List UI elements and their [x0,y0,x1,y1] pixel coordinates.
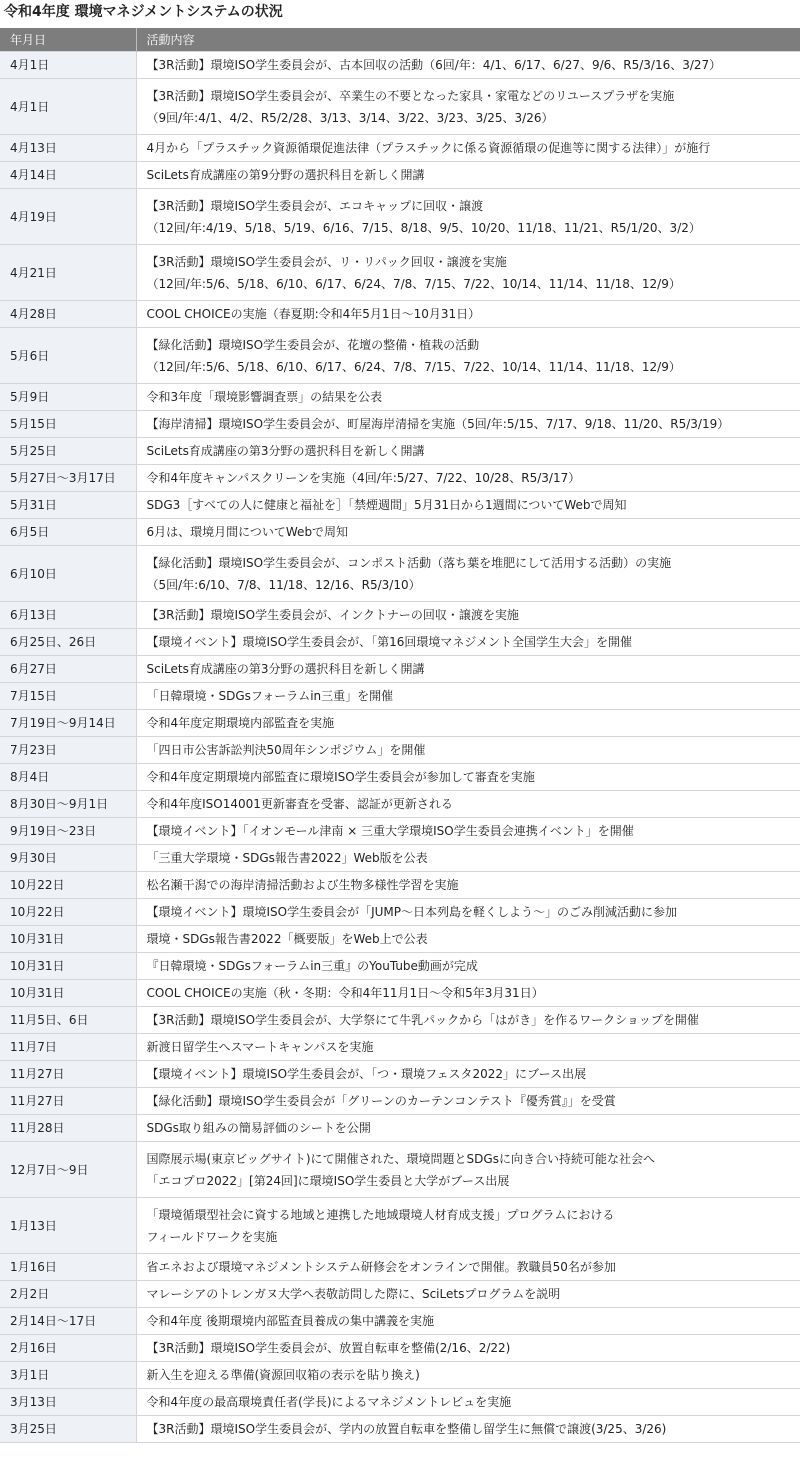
table-row [0,79,800,135]
activity-cell [136,546,800,602]
activity-cell [136,953,800,980]
activity-cell [136,845,800,872]
table-row [0,438,800,465]
table-row [0,1034,800,1061]
date-cell: 3月13日 [0,1389,136,1416]
activity-line: 令和4年度定期環境内部監査に環境ISO学生委員会が参加して審査を実施 [146,770,535,784]
activity-line: 【3R活動】環境ISO学生委員会が、卒業生の不要となった家具・家電などのリユースプラザを実施 [146,88,675,103]
table-row [0,710,800,737]
activity-cell [136,52,800,79]
table-row [0,1362,800,1389]
activity-line: SDG3［すべての人に健康と福祉を］「禁煙週間」5月31日から1週間についてWebで周知 [146,498,627,512]
table-row [0,737,800,764]
activity-line: SciLets育成講座の第9分野の選択科目を新しく開講 [146,168,425,182]
activity-cell [136,710,800,737]
table-row [0,926,800,953]
date-cell: 5月31日 [0,492,136,519]
date-cell: 8月30日〜9月1日 [0,791,136,818]
activity-line: 【3R活動】環境ISO学生委員会が、古本回収の活動（6回/年：4/1、6/17、6/27、9/6、R5/3/16、3/27） [146,58,722,72]
date-cell: 12月7日〜9日 [0,1142,136,1198]
table-row [0,1198,800,1254]
table-row [0,629,800,656]
activity-cell [136,328,800,384]
activity-line: 【環境イベント】「イオンモール津南 × 三重大学環境ISO学生委員会連携イベント」を開催 [146,824,634,838]
activity-cell [136,1281,800,1308]
table-row [0,899,800,926]
table-row [0,683,800,710]
activity-cell [136,1335,800,1362]
activity-line: COOL CHOICEの実施（春夏期:令和4年5月1日〜10月31日） [146,307,481,321]
table-header-row [0,28,800,52]
date-cell: 6月27日 [0,656,136,683]
table-row [0,162,800,189]
date-cell: 11月27日 [0,1088,136,1115]
activity-cell [136,899,800,926]
activity-line: （5回/年:6/10、7/8、11/18、12/16、R5/3/10） [146,577,421,592]
date-cell: 7月15日 [0,683,136,710]
table-row [0,656,800,683]
activity-line: 【海岸清掃】環境ISO学生委員会が、町屋海岸清掃を実施（5回/年:5/15、7/17、9/18、11/20、R5/3/19） [146,417,730,431]
table-row [0,411,800,438]
table-row [0,301,800,328]
table-row [0,245,800,301]
activity-line: 【3R活動】環境ISO学生委員会が、リ・リパック回収・譲渡を実施 [146,254,507,269]
table-row [0,1389,800,1416]
table-row [0,1088,800,1115]
activity-cell [136,1308,800,1335]
activity-cell [136,683,800,710]
date-cell: 2月14日〜17日 [0,1308,136,1335]
date-cell: 10月31日 [0,980,136,1007]
date-cell: 6月13日 [0,602,136,629]
header-date: 年月日 [0,28,136,52]
date-cell: 4月19日 [0,189,136,245]
activity-cell [136,764,800,791]
date-cell: 9月30日 [0,845,136,872]
activity-cell [136,189,800,245]
activity-cell [136,1142,800,1198]
activity-line: 【緑化活動】環境ISO学生委員会が、コンポスト活動（落ち葉を堆肥にして活用する活動）の実施 [146,555,672,570]
date-cell: 2月2日 [0,1281,136,1308]
table-row [0,1335,800,1362]
activity-cell [136,980,800,1007]
activity-line: 令和4年度キャンパスクリーンを実施（4回/年:5/27、7/22、10/28、R5/3/17） [146,471,581,485]
activity-line: 【3R活動】環境ISO学生委員会が、放置自転車を整備(2/16、2/22) [146,1341,511,1355]
activity-cell [136,301,800,328]
activity-line: フィールドワークを実施 [146,1229,278,1244]
activity-line: 『日韓環境・SDGsフォーラムin三重』のYouTube動画が完成 [146,959,478,973]
activity-cell [136,1061,800,1088]
activity-cell [136,629,800,656]
activity-cell [136,79,800,135]
activity-line: 「日韓環境・SDGsフォーラムin三重」を開催 [146,689,394,703]
table-row [0,492,800,519]
activity-line: 6月は、環境月間についてWebで周知 [146,525,349,539]
activity-line: 令和4年度 後期環境内部監査員養成の集中講義を実施 [146,1314,434,1328]
activity-line: 「三重大学環境・SDGs報告書2022」Web版を公表 [146,851,428,865]
activity-line: 【3R活動】環境ISO学生委員会が、学内の放置自転車を整備し留学生に無償で譲渡(3/25、3/26) [146,1422,667,1436]
activity-line: 【3R活動】環境ISO学生委員会が、エコキャップに回収・譲渡 [146,198,484,213]
activity-cell [136,602,800,629]
table-row [0,1281,800,1308]
activity-cell [136,1389,800,1416]
activity-cell [136,818,800,845]
activity-cell [136,656,800,683]
date-cell: 4月1日 [0,79,136,135]
activity-line: 【3R活動】環境ISO学生委員会が、インクトナーの回収・譲渡を実施 [146,608,519,622]
date-cell: 5月27日〜3月17日 [0,465,136,492]
date-cell: 10月31日 [0,953,136,980]
date-cell: 10月22日 [0,899,136,926]
table-row [0,519,800,546]
activity-cell [136,926,800,953]
table-row [0,1416,800,1443]
date-cell: 10月22日 [0,872,136,899]
table-row [0,1115,800,1142]
activity-line: 新入生を迎える準備(資源回収箱の表示を貼り換え) [146,1368,420,1382]
activity-line: 【3R活動】環境ISO学生委員会が、大学祭にて牛乳パックから「はがき」を作るワークショップを開催 [146,1013,699,1027]
date-cell: 3月1日 [0,1362,136,1389]
activity-line: 新渡日留学生へスマートキャンパスを実施 [146,1040,374,1054]
date-cell: 5月15日 [0,411,136,438]
date-cell: 8月4日 [0,764,136,791]
date-cell: 6月10日 [0,546,136,602]
activity-line: マレーシアのトレンガヌ大学へ表敬訪問した際に、SciLetsプログラムを説明 [146,1287,561,1301]
table-row [0,1254,800,1281]
date-cell: 3月25日 [0,1416,136,1443]
table-row [0,1308,800,1335]
activity-cell [136,245,800,301]
date-cell: 1月13日 [0,1198,136,1254]
date-cell: 4月14日 [0,162,136,189]
activity-cell [136,737,800,764]
activity-line: 国際展示場(東京ビッグサイト)にて開催された、環境問題とSDGsに向き合い持続可能な社会へ [146,1151,655,1166]
table-row [0,328,800,384]
activity-line: 令和3年度「環境影響調査票」の結果を公表 [146,390,383,404]
table-row [0,1007,800,1034]
table-row [0,189,800,245]
date-cell: 1月16日 [0,1254,136,1281]
activity-line: 「環境循環型社会に資する地域と連携した地域環境人材育成支援」プログラムにおける [146,1207,615,1222]
table-row [0,52,800,79]
activity-cell [136,1115,800,1142]
date-cell: 5月6日 [0,328,136,384]
activity-cell [136,1007,800,1034]
activity-line: 省エネおよび環境マネジメントシステム研修会をオンラインで開催。教職員50名が参加 [146,1260,616,1274]
table-row [0,791,800,818]
activity-cell [136,1254,800,1281]
activity-line: 令和4年度の最高環境責任者(学長)によるマネジメントレビュを実施 [146,1395,512,1409]
date-cell: 4月1日 [0,52,136,79]
date-cell: 9月19日〜23日 [0,818,136,845]
activity-line: COOL CHOICEの実施（秋・冬期：令和4年11月1日〜令和5年3月31日） [146,986,544,1000]
activity-cell [136,1362,800,1389]
activity-cell [136,438,800,465]
activity-cell [136,465,800,492]
date-cell: 10月31日 [0,926,136,953]
table-row [0,384,800,411]
activity-line: 4月から「プラスチック資源循環促進法律（プラスチックに係る資源循環の促進等に関する法律）」が施行 [146,141,711,155]
date-cell: 5月25日 [0,438,136,465]
date-cell: 6月25日、26日 [0,629,136,656]
activity-cell [136,1088,800,1115]
table-row [0,546,800,602]
date-cell: 11月5日、6日 [0,1007,136,1034]
activity-line: 環境・SDGs報告書2022「概要版」をWeb上で公表 [146,932,428,946]
activity-cell [136,162,800,189]
activity-cell [136,872,800,899]
table-row [0,980,800,1007]
activity-line: 【環境イベント】環境ISO学生委員会が「JUMP〜日本列島を軽くしよう〜」のごみ削減活動に参加 [146,905,678,919]
date-cell: 11月27日 [0,1061,136,1088]
activity-cell [136,1034,800,1061]
activity-cell [136,519,800,546]
date-cell: 4月28日 [0,301,136,328]
table-row [0,845,800,872]
activity-line: （12回/年:5/6、5/18、6/10、6/17、6/24、7/8、7/15、7/22、10/14、11/14、11/18、12/9） [146,276,681,291]
activity-cell [136,384,800,411]
activity-cell [136,411,800,438]
activity-line: 令和4年度定期環境内部監査を実施 [146,716,335,730]
header-activity: 活動内容 [136,28,800,52]
activity-cell [136,135,800,162]
table-row [0,1061,800,1088]
activity-line: 「四日市公害訴訟判決50周年シンポジウム」を開催 [146,743,426,757]
page-title: 令和4年度 環境マネジメントシステムの状況 [4,4,283,20]
table-row [0,764,800,791]
activity-line: SciLets育成講座の第3分野の選択科目を新しく開講 [146,662,425,676]
activity-line: 【緑化活動】環境ISO学生委員会が「グリーンのカーテンコンテスト『優秀賞』」を受賞 [146,1094,616,1108]
activity-line: 【環境イベント】環境ISO学生委員会が、「第16回環境マネジメント全国学生大会」を開催 [146,635,633,649]
activity-table [0,28,800,1443]
table-row [0,465,800,492]
activity-line: 【環境イベント】環境ISO学生委員会が、「つ・環境フェスタ2022」にブース出展 [146,1067,587,1081]
table-row [0,818,800,845]
table-row [0,602,800,629]
date-cell: 7月19日〜9月14日 [0,710,136,737]
table-row [0,872,800,899]
date-cell: 7月23日 [0,737,136,764]
activity-cell [136,492,800,519]
date-cell: 11月7日 [0,1034,136,1061]
activity-cell [136,791,800,818]
table-row [0,953,800,980]
table-row [0,1142,800,1198]
table-row [0,135,800,162]
activity-line: SDGs取り組みの簡易評価のシートを公開 [146,1121,371,1135]
activity-line: SciLets育成講座の第3分野の選択科目を新しく開講 [146,444,425,458]
activity-line: 松名瀬干潟での海岸清掃活動および生物多様性学習を実施 [146,878,459,892]
activity-line: 「エコプロ2022」[第24回]に環境ISO学生委員と大学がブース出展 [146,1173,510,1188]
activity-line: （12回/年:4/19、5/18、5/19、6/16、7/15、8/18、9/5、10/20、11/18、11/21、R5/1/20、3/2） [146,220,701,235]
date-cell: 4月21日 [0,245,136,301]
table-body [0,52,800,1443]
activity-line: （12回/年:5/6、5/18、6/10、6/17、6/24、7/8、7/15、7/22、10/14、11/14、11/18、12/9） [146,359,681,374]
activity-line: 令和4年度ISO14001更新審査を受審、認証が更新される [146,797,453,811]
activity-line: （9回/年:4/1、4/2、R5/2/28、3/13、3/14、3/22、3/23、3/25、3/26） [146,110,554,125]
date-cell: 4月13日 [0,135,136,162]
activity-cell [136,1198,800,1254]
activity-cell [136,1416,800,1443]
date-cell: 11月28日 [0,1115,136,1142]
date-cell: 6月5日 [0,519,136,546]
date-cell: 5月9日 [0,384,136,411]
date-cell: 2月16日 [0,1335,136,1362]
activity-line: 【緑化活動】環境ISO学生委員会が、花壇の整備・植栽の活動 [146,337,480,352]
